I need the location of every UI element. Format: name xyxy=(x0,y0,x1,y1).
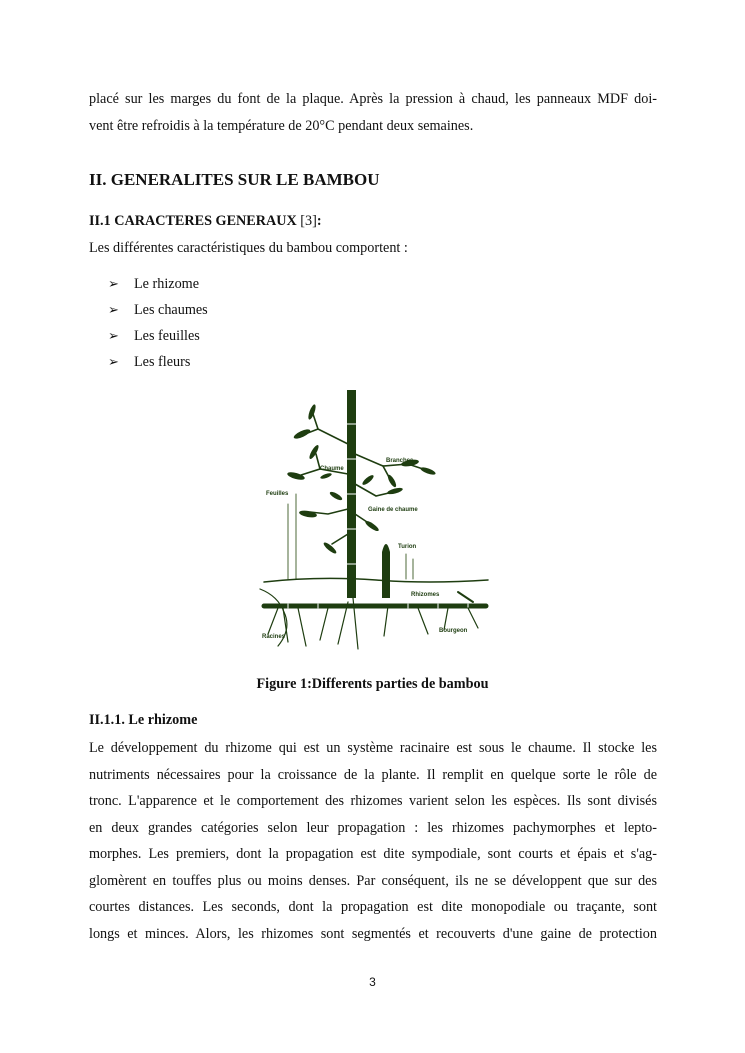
list-item xyxy=(108,323,208,349)
subsection-heading xyxy=(89,213,322,230)
list-item xyxy=(108,271,208,297)
paragraph-line: Le développement du rhizome qui est un système racinaire est sous le chaume. Il stocke les xyxy=(89,740,657,756)
figure-label-branches: Branches xyxy=(386,458,414,464)
intro-line: vent être refroidis à la température de 20°C pendant deux semaines. xyxy=(89,117,474,134)
paragraph-line: longs et minces. Alors, les rhizomes sont segmentés et recouverts d'une gaine de protection xyxy=(89,925,657,942)
subsubsection-heading: II.1.1. Le rhizome xyxy=(89,712,198,728)
intro-line: placé sur les marges du font de la plaque. Après la pression à chaud, les panneaux MDF doi- xyxy=(89,91,657,107)
arrowhead-bullet-icon: ➢ xyxy=(108,276,119,291)
figure-label-bourgeon: Bourgeon xyxy=(439,628,468,634)
figure-label-feuilles: Feuilles xyxy=(266,491,289,497)
page-number: 3 xyxy=(369,975,376,989)
citation-ref: [3] xyxy=(300,213,317,229)
paragraph-line: glomèrent en touffes plus ou moins denses. Par conséquent, ils ne se développent que sur des xyxy=(89,872,657,889)
section-heading: II. GENERALITES SUR LE BAMBOU xyxy=(89,170,380,189)
list-item-label: Les fleurs xyxy=(134,354,191,370)
list-item xyxy=(108,349,208,375)
lead-sentence: Les différentes caractéristiques du bambou comportent : xyxy=(89,240,408,256)
paragraph-line: morphes. Les premiers, dont la propagation est dite sympodiale, sont courts et épais et s'ag- xyxy=(89,846,657,862)
figure-label-turion: Turion xyxy=(398,544,417,550)
rhizome-paragraph xyxy=(89,735,657,947)
arrowhead-bullet-icon: ➢ xyxy=(108,302,119,317)
figure-caption: Figure 1:Differents parties de bambou xyxy=(256,676,489,692)
subsection-title: II.1 CARACTERES GENERAUX xyxy=(89,213,301,229)
heading-colon: : xyxy=(316,213,322,229)
bamboo-illustration xyxy=(260,390,488,649)
paragraph-line: tronc. L'apparence et le comportement des rhizomes varient selon les espèces. Ils sont divisés xyxy=(89,793,657,809)
list-item-label: Les feuilles xyxy=(134,328,200,344)
bamboo-diagram-figure xyxy=(258,384,494,656)
figure-label-chaume: Chaume xyxy=(320,466,344,472)
paragraph-line: courtes distances. Les seconds, dont la propagation est dite monopodiale ou traçante, sont xyxy=(89,899,657,915)
characteristics-list xyxy=(108,271,208,375)
paragraph-line: nutriments nécessaires pour la croissance de la plante. Il remplit en quelque sorte le rôle de xyxy=(89,766,657,783)
figure-label-gaine: Gaine de chaume xyxy=(368,507,418,513)
list-item-label: Le rhizome xyxy=(134,276,199,292)
list-item xyxy=(108,297,208,323)
figure-label-racines: Racines xyxy=(262,634,286,640)
intro-paragraph xyxy=(89,86,657,139)
arrowhead-bullet-icon: ➢ xyxy=(108,354,119,369)
list-item-label: Les chaumes xyxy=(134,302,208,318)
paragraph-line: en deux grandes catégories selon leur propagation : les rhizomes pachymorphes et lepto- xyxy=(89,819,657,836)
arrowhead-bullet-icon: ➢ xyxy=(108,328,119,343)
figure-label-rhizomes: Rhizomes xyxy=(411,592,440,598)
